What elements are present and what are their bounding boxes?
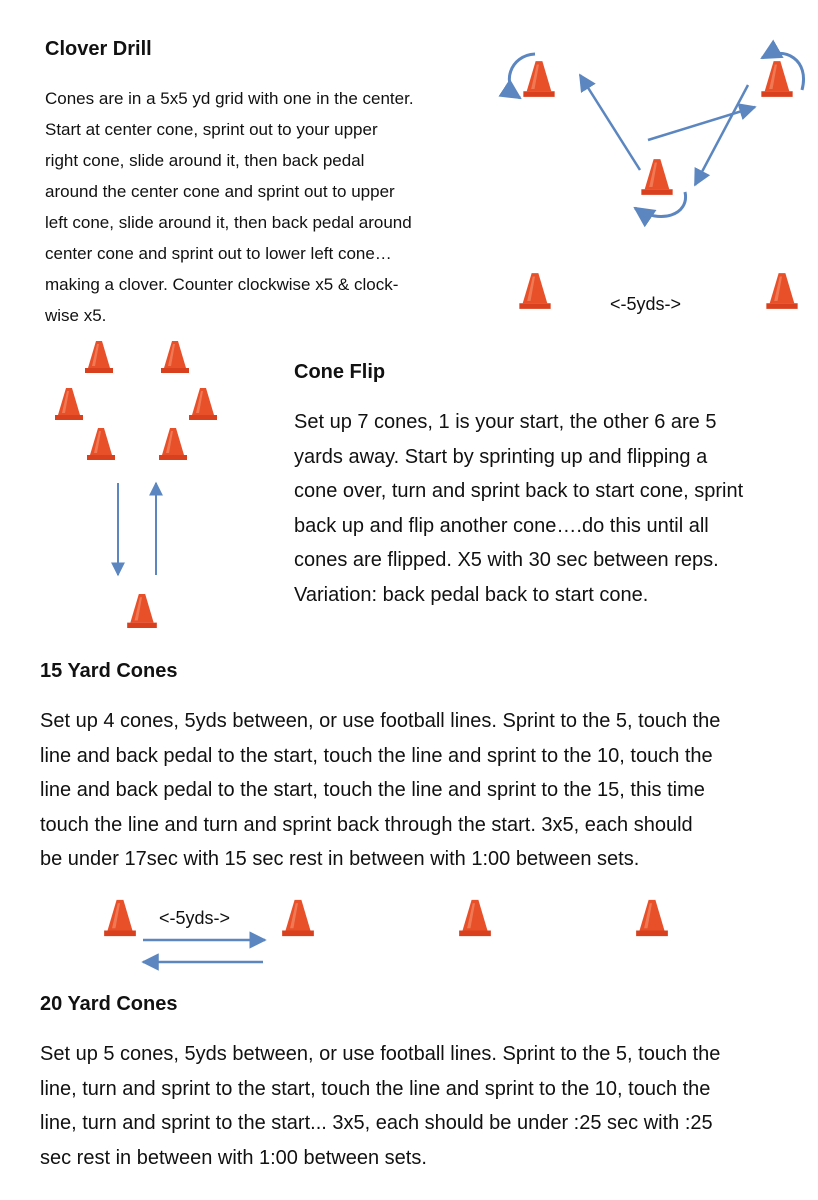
cone-lower-right bbox=[766, 273, 797, 309]
arrow-upper-right-to-center bbox=[695, 85, 748, 185]
cone-center bbox=[641, 159, 672, 195]
cone-upper-left bbox=[523, 61, 554, 97]
cone-flip-cone-5 bbox=[87, 428, 115, 460]
cone-flip-cone-6 bbox=[159, 428, 187, 460]
yard15-cone-3 bbox=[459, 900, 491, 936]
clover-distance-label: <-5yds-> bbox=[610, 294, 682, 314]
cone-flip-description: Set up 7 cones, 1 is your start, the other 6 are 5 yards away. Start by sprinting up and flipping a cone over, turn and sprint back to start cone, sprint back up and flip another cone….do this until all cones are flipped. X5 with 30 sec between reps. Variation: back pedal back to start cone. bbox=[294, 411, 744, 606]
clover-drill-description: Cones are in a 5x5 yd grid with one in the center. Start at center cone, sprint out to your upper right cone, slide around it, then back pedal around the center cone and sprint out to upper left cone, slide around it, then back pedal around center cone and sprint out to lower left cone… making a clover. Counter clockwise x5 & clock- wise x5. bbox=[45, 89, 414, 325]
cone-flip-cone-2 bbox=[161, 341, 189, 373]
cone-flip-title: Cone Flip bbox=[294, 361, 386, 383]
yard15-cone-2 bbox=[282, 900, 314, 936]
cone-upper-right bbox=[761, 61, 792, 97]
yard20-description: Set up 5 cones, 5yds between, or use football lines. Sprint to the 5, touch the line, turn and sprint to the start, touch the line and sprint to the 10, touch the line, turn and sprint to the start... 3x5, each should be under :25 sec with :25 sec rest in between with 1:00 between sets. bbox=[40, 1043, 721, 1169]
curve-arrow-center bbox=[635, 192, 686, 217]
cone-flip-cone-1 bbox=[85, 341, 113, 373]
arrow-center-to-upper-right bbox=[648, 107, 755, 140]
yard15-diagram bbox=[95, 890, 695, 980]
cone-flip-cone-3 bbox=[55, 388, 83, 420]
clover-drill-title: Clover Drill bbox=[45, 38, 152, 60]
cone-lower-left bbox=[519, 273, 550, 309]
yard15-description: Set up 4 cones, 5yds between, or use football lines. Sprint to the 5, touch the line and back pedal to the start, touch the line and sprint to the 10, touch the line and back pedal to the start, touch the line and sprint to the 15, this time touch the line and turn and sprint back through the start. 3x5, each should be under 17sec with 15 sec rest in between with 1:00 between sets. bbox=[40, 710, 721, 870]
yard15-cone-1 bbox=[104, 900, 136, 936]
cone-flip-start-cone bbox=[127, 594, 157, 628]
arrow-center-to-upper-left bbox=[580, 75, 640, 170]
yard15-cone-4 bbox=[636, 900, 668, 936]
cone-flip-diagram bbox=[50, 335, 230, 635]
cone-flip-cone-4 bbox=[189, 388, 217, 420]
yard20-title: 20 Yard Cones bbox=[40, 993, 178, 1015]
yard15-title: 15 Yard Cones bbox=[40, 660, 178, 682]
yard15-distance-label: <-5yds-> bbox=[159, 908, 231, 928]
clover-drill-diagram bbox=[490, 40, 810, 320]
